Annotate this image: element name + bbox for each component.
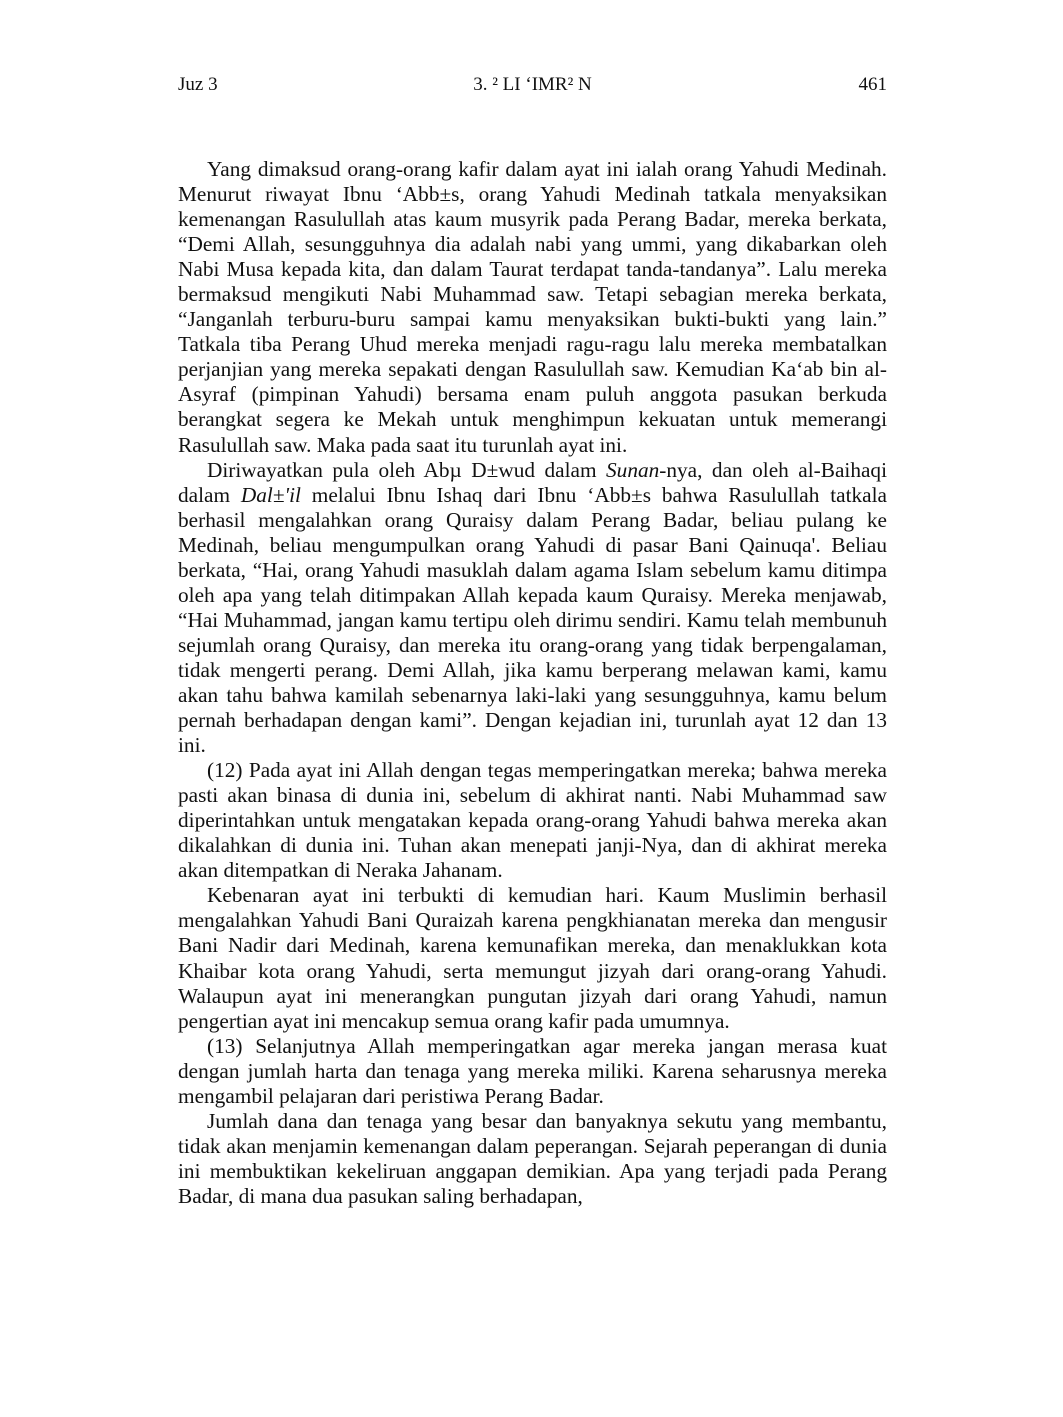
running-header (178, 73, 887, 101)
page-number: 461 (858, 74, 887, 95)
juz-label: Juz 3 (178, 74, 218, 95)
paragraph-5: (13) Selanjutnya Allah memperingatkan agar mereka jangan merasa kuat dengan jumlah harta dan tenaga yang mereka miliki. Karena seharusnya mereka mengambil pelajaran dari peristiwa Perang Badar. (178, 1033, 887, 1108)
paragraph-2-part-3: melalui Ibnu Ishaq dari Ibnu ‘Abb±s bahwa Rasulullah tatkala berhasil mengalahkan orang Quraisy dalam Perang Badar, beliau pulang ke Medinah, beliau mengumpulkan orang Yahudi di pasar Bani Qainuqa'. Beliau berkata, “Hai, orang Yahudi masuklah dalam agama Islam sebelum kamu ditimpa oleh apa yang telah ditimpakan Allah kepada kaum Quraisy. Mereka menjawab, “Hai Muhammad, jangan kamu tertipu oleh dirimu sendiri. Kamu telah membunuh sejumlah orang Quraisy, dan mereka itu orang-orang yang tidak berpengalaman, tidak mengerti perang. Demi Allah, jika kamu berperang melawan kami, kamu akan tahu bahwa kamilah sebenarnya laki-laki yang sesungguhnya, kamu belum pernah berhadapan dengan kami”. Dengan kejadian ini, turunlah ayat 12 dan 13 ini. (178, 482, 887, 758)
paragraph-2-part-2: -nya, dan oleh al-Baihaqi dalam (178, 457, 888, 507)
paragraph-3: (12) Pada ayat ini Allah dengan tegas memperingatkan mereka; bahwa mereka pasti akan binasa di dunia ini, sebelum di akhirat nanti. Nabi Muhammad saw diperintahkan untuk mengatakan kepada orang-orang Yahudi bahwa mereka akan dikalahkan di dunia ini. Tuhan akan menepati janji-Nya, dan di akhirat mereka akan ditempatkan di Neraka Jahanam. (178, 758, 887, 883)
sunan-title: Sunan (606, 457, 660, 482)
paragraph-4: Kebenaran ayat ini terbukti di kemudian hari. Kaum Muslimin berhasil mengalahkan Yahudi Bani Quraizah karena pengkhianatan mereka dan mengusir Bani Nadir dari Medinah, karena kemunafikan mereka, dan menaklukkan kota Khaibar kota orang Yahudi, serta memungut jizyah dari orang-orang Yahudi. Walaupun ayat ini menerangkan pungutan jizyah dari orang Yahudi, namun pengertian ayat ini mencakup semua orang kafir pada umumnya. (178, 883, 887, 1033)
dalail-title: Dal±'il (240, 482, 301, 507)
paragraph-6: Jumlah dana dan tenaga yang besar dan banyaknya sekutu yang membantu, tidak akan menjamin kemenangan dalam peperangan. Sejarah peperangan di dunia ini membuktikan kekeliruan anggapan demikian. Apa yang terjadi pada Perang Badar, di mana dua pasukan saling berhadapan, (178, 1108, 887, 1208)
surah-title: 3. ² LI ‘IMR² N (473, 74, 592, 95)
body-text (178, 157, 887, 1209)
paragraph-2-part-1: Diriwayatkan pula oleh Abµ D±wud dalam (207, 457, 607, 482)
paragraph-1: Yang dimaksud orang-orang kafir dalam ayat ini ialah orang Yahudi Medinah. Menurut riwayat Ibnu ‘Abb±s, orang Yahudi Medinah tatkala menyaksikan kemenangan Rasulullah atas kaum musyrik pada Perang Badar, mereka berkata, “Demi Allah, sesungguhnya dia adalah nabi yang ummi, yang dikabarkan oleh Nabi Musa kepada kita, dan dalam Taurat terdapat tanda-tandanya”. Lalu mereka bermaksud mengikuti Nabi Muhammad saw. Tetapi sebagian mereka berkata, “Janganlah terburu-buru sampai kamu menyaksikan bukti-bukti yang lain.” Tatkala tiba Perang Uhud mereka menjadi ragu-ragu lalu mereka membatalkan perjanjian yang mereka sepakati dengan Rasulullah saw. Kemudian Ka‘ab bin al-Asyraf (pimpinan Yahudi) bersama enam puluh anggota pasukan berkuda berangkat segera ke Mekah untuk menghimpun kekuatan untuk memerangi Rasulullah saw. Maka pada saat itu turunlah ayat ini. (178, 157, 887, 457)
paragraph-2 (178, 458, 887, 759)
